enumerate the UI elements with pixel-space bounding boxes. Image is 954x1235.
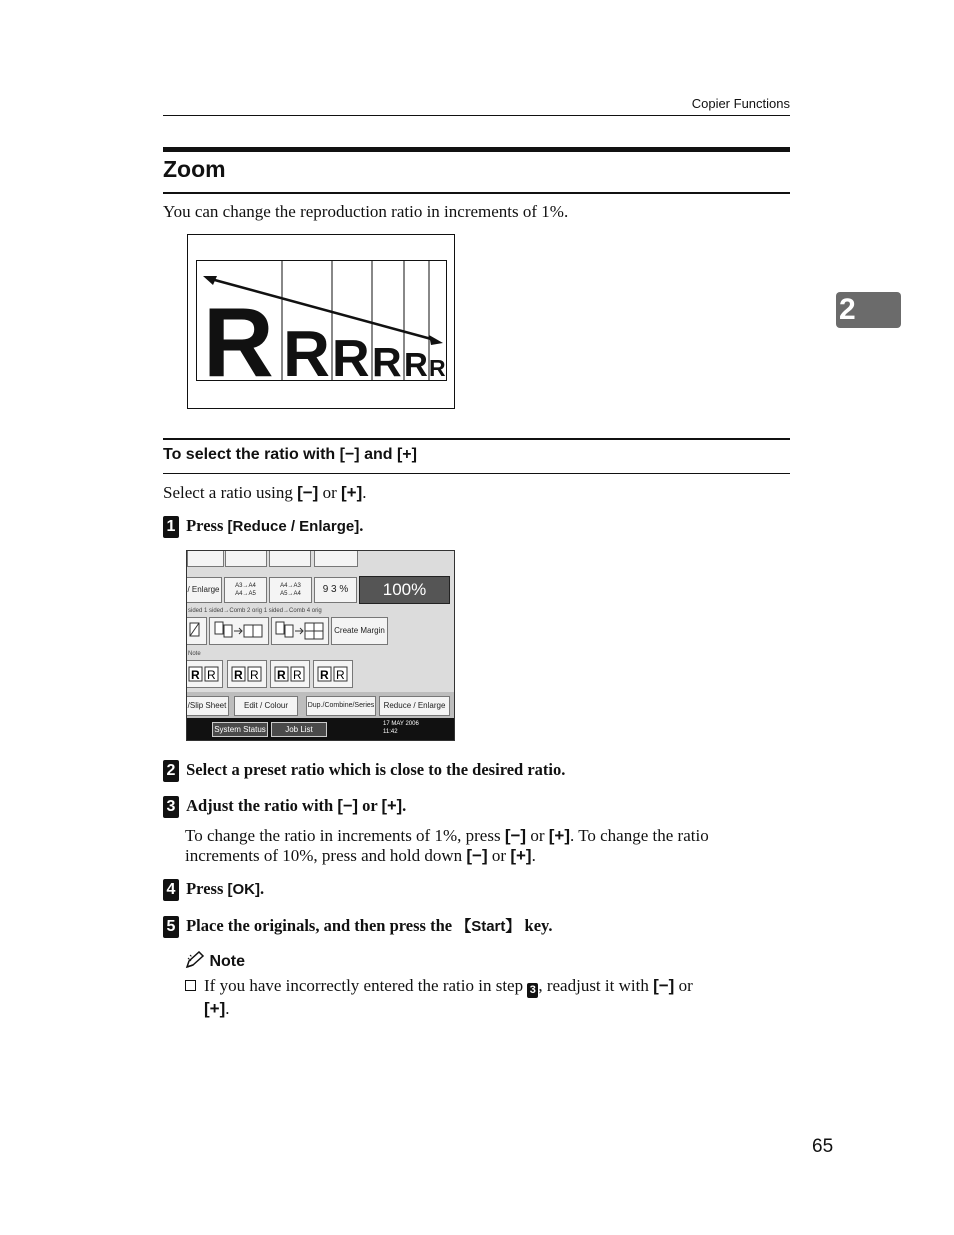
time-text: 11:42 (383, 729, 398, 735)
chapter-tab: 2 (836, 292, 901, 328)
note-title: Note (209, 953, 246, 970)
minus-key-label: [−] (297, 483, 319, 502)
note-item (185, 975, 795, 1019)
start-key: 【Start】 (456, 918, 521, 935)
svg-text:R: R (207, 668, 216, 682)
combine-label: sided 1 sided→Comb 2 orig 1 sided→Comb 4 orig (188, 608, 322, 614)
illustration-frame (196, 260, 447, 381)
svg-text:R: R (336, 668, 345, 682)
svg-text:R: R (234, 668, 243, 682)
date-text: 17 MAY 2006 (383, 721, 419, 727)
step-text: Press (186, 879, 228, 898)
minus-key-label: [−] (337, 797, 358, 815)
step-1 (163, 516, 363, 538)
ratio-93-button[interactable]: 9 3 % (314, 577, 357, 603)
plus-key-label: [+] (341, 483, 363, 502)
header-rule (163, 115, 790, 116)
or-text: or (318, 483, 341, 502)
step-text: Place the originals, and then press the (186, 916, 457, 935)
note-text: If you have incorrectly entered the ratio in step (204, 976, 528, 995)
job-list-button[interactable]: Job List (271, 722, 327, 737)
step-text: Select a preset ratio which is close to the desired ratio. (186, 760, 566, 779)
step-2 (163, 760, 565, 782)
plus-key-label: [+] (396, 446, 417, 463)
step-text: key. (520, 916, 553, 935)
combine-2-button[interactable] (209, 617, 269, 645)
minus-key-label: [−] (466, 846, 488, 865)
svg-text:R: R (277, 668, 286, 682)
period: . (402, 796, 407, 815)
top-tab-2[interactable] (225, 550, 267, 567)
description-text: increments of 10%, press and hold down (185, 846, 467, 865)
or-text: or (357, 796, 382, 815)
letter-r-6: R (429, 355, 446, 380)
zoom-illustration (187, 234, 455, 409)
description-text: . To change the ratio (570, 826, 709, 845)
period: . (225, 999, 230, 1018)
letter-r-1: R (203, 287, 274, 380)
note-text: , readjust it with (538, 976, 654, 995)
section-bottom-rule (163, 192, 790, 194)
orientation-icon (230, 664, 264, 684)
edit-colour-tab[interactable]: Edit / Colour (234, 696, 298, 716)
step-number: 2 (163, 760, 179, 782)
minus-key-label: [−] (504, 826, 527, 845)
orientation-option-2[interactable] (227, 660, 267, 688)
plus-key-label: [+] (548, 826, 570, 845)
combine-4-button[interactable] (271, 617, 329, 645)
or-text: or (487, 846, 511, 865)
ok-key: [OK] (227, 881, 260, 898)
step-3-description (185, 826, 795, 866)
system-status-button[interactable]: System Status (212, 722, 268, 737)
intro-text: You can change the reproduction ratio in increments of 1%. (163, 202, 569, 221)
orientation-icon (316, 664, 350, 684)
step-number: 4 (163, 879, 179, 901)
note-heading (185, 951, 245, 971)
combine-4-icon (273, 620, 327, 642)
letter-r-2: R (283, 317, 330, 380)
orientation-option-3[interactable] (270, 660, 310, 688)
or-text: or (674, 976, 693, 995)
top-tab-3[interactable] (269, 550, 311, 567)
step-number: 5 (163, 916, 179, 938)
orientation-option-1[interactable] (186, 660, 223, 688)
status-bar (187, 718, 454, 740)
letter-r-4: R (372, 339, 402, 380)
svg-text:R: R (320, 668, 329, 682)
step-number: 1 (163, 516, 179, 538)
plus-key-label: [+] (204, 999, 226, 1018)
reduce-enlarge-tab[interactable]: Reduce / Enlarge (379, 696, 450, 716)
section-title: Zoom (163, 156, 226, 182)
top-tab-1[interactable] (187, 550, 224, 567)
copier-screen-panel (186, 550, 455, 741)
section-top-rule (163, 147, 790, 152)
svg-text:R: R (293, 668, 302, 682)
step-number: 3 (163, 796, 179, 818)
step-text: Press (186, 516, 228, 535)
a3-a4-ratio-button[interactable]: A3→A4 A4→A5 (224, 577, 267, 603)
a4-a3-ratio-button[interactable]: A4→A3 A5→A4 (269, 577, 312, 603)
current-ratio-display: 100% (359, 576, 450, 604)
reduction-diagram (197, 261, 446, 380)
dup-combine-series-tab[interactable]: Dup./Combine/Series (306, 696, 376, 716)
select-ratio-prefix: Select a ratio using (163, 483, 298, 502)
period: . (531, 846, 536, 865)
step-5 (163, 915, 553, 938)
step-4 (163, 879, 264, 901)
and-text: and (359, 446, 397, 463)
subsection-top-rule (163, 438, 790, 440)
step-3 (163, 796, 406, 818)
orientation-option-4[interactable] (313, 660, 353, 688)
or-text: or (526, 826, 549, 845)
subsection-bottom-rule (163, 473, 790, 474)
orientation-icon (187, 664, 221, 684)
top-tab-4[interactable] (314, 550, 358, 567)
enlarge-button[interactable]: / Enlarge (186, 577, 222, 603)
subsection-title-text: To select the ratio with (163, 446, 340, 463)
orientation-icon (273, 664, 307, 684)
minus-key-label: [−] (339, 446, 360, 463)
date-time-display (383, 720, 419, 736)
page-number: 65 (812, 1136, 834, 1157)
create-margin-button[interactable]: Create Margin (331, 617, 388, 645)
plus-key-label: [+] (381, 797, 403, 815)
period: . (260, 879, 265, 898)
checkbox-bullet-icon (185, 980, 196, 991)
svg-text:R: R (191, 668, 200, 682)
letter-r-5: R (404, 346, 428, 380)
duplex-icon (187, 620, 205, 642)
select-ratio-text (163, 483, 367, 503)
reduce-enlarge-key: [Reduce / Enlarge] (227, 518, 360, 535)
duplex-option-1[interactable] (186, 617, 207, 645)
pencil-icon (185, 951, 205, 969)
row3-label: Note (188, 651, 201, 657)
period: . (359, 516, 364, 535)
description-text: To change the ratio in increments of 1%, press (185, 826, 505, 845)
running-header: Copier Functions (691, 96, 790, 111)
plus-key-label: [+] (510, 846, 532, 865)
letter-r-3: R (332, 330, 370, 380)
step-text: Adjust the ratio with (186, 796, 338, 815)
minus-key-label: [−] (653, 976, 675, 995)
svg-text:R: R (250, 668, 259, 682)
slip-sheet-tab[interactable]: /Slip Sheet (186, 696, 229, 716)
subsection-title (163, 446, 417, 464)
combine-2-icon (212, 620, 266, 642)
period: . (362, 483, 367, 502)
step-reference: 3 (527, 983, 538, 998)
